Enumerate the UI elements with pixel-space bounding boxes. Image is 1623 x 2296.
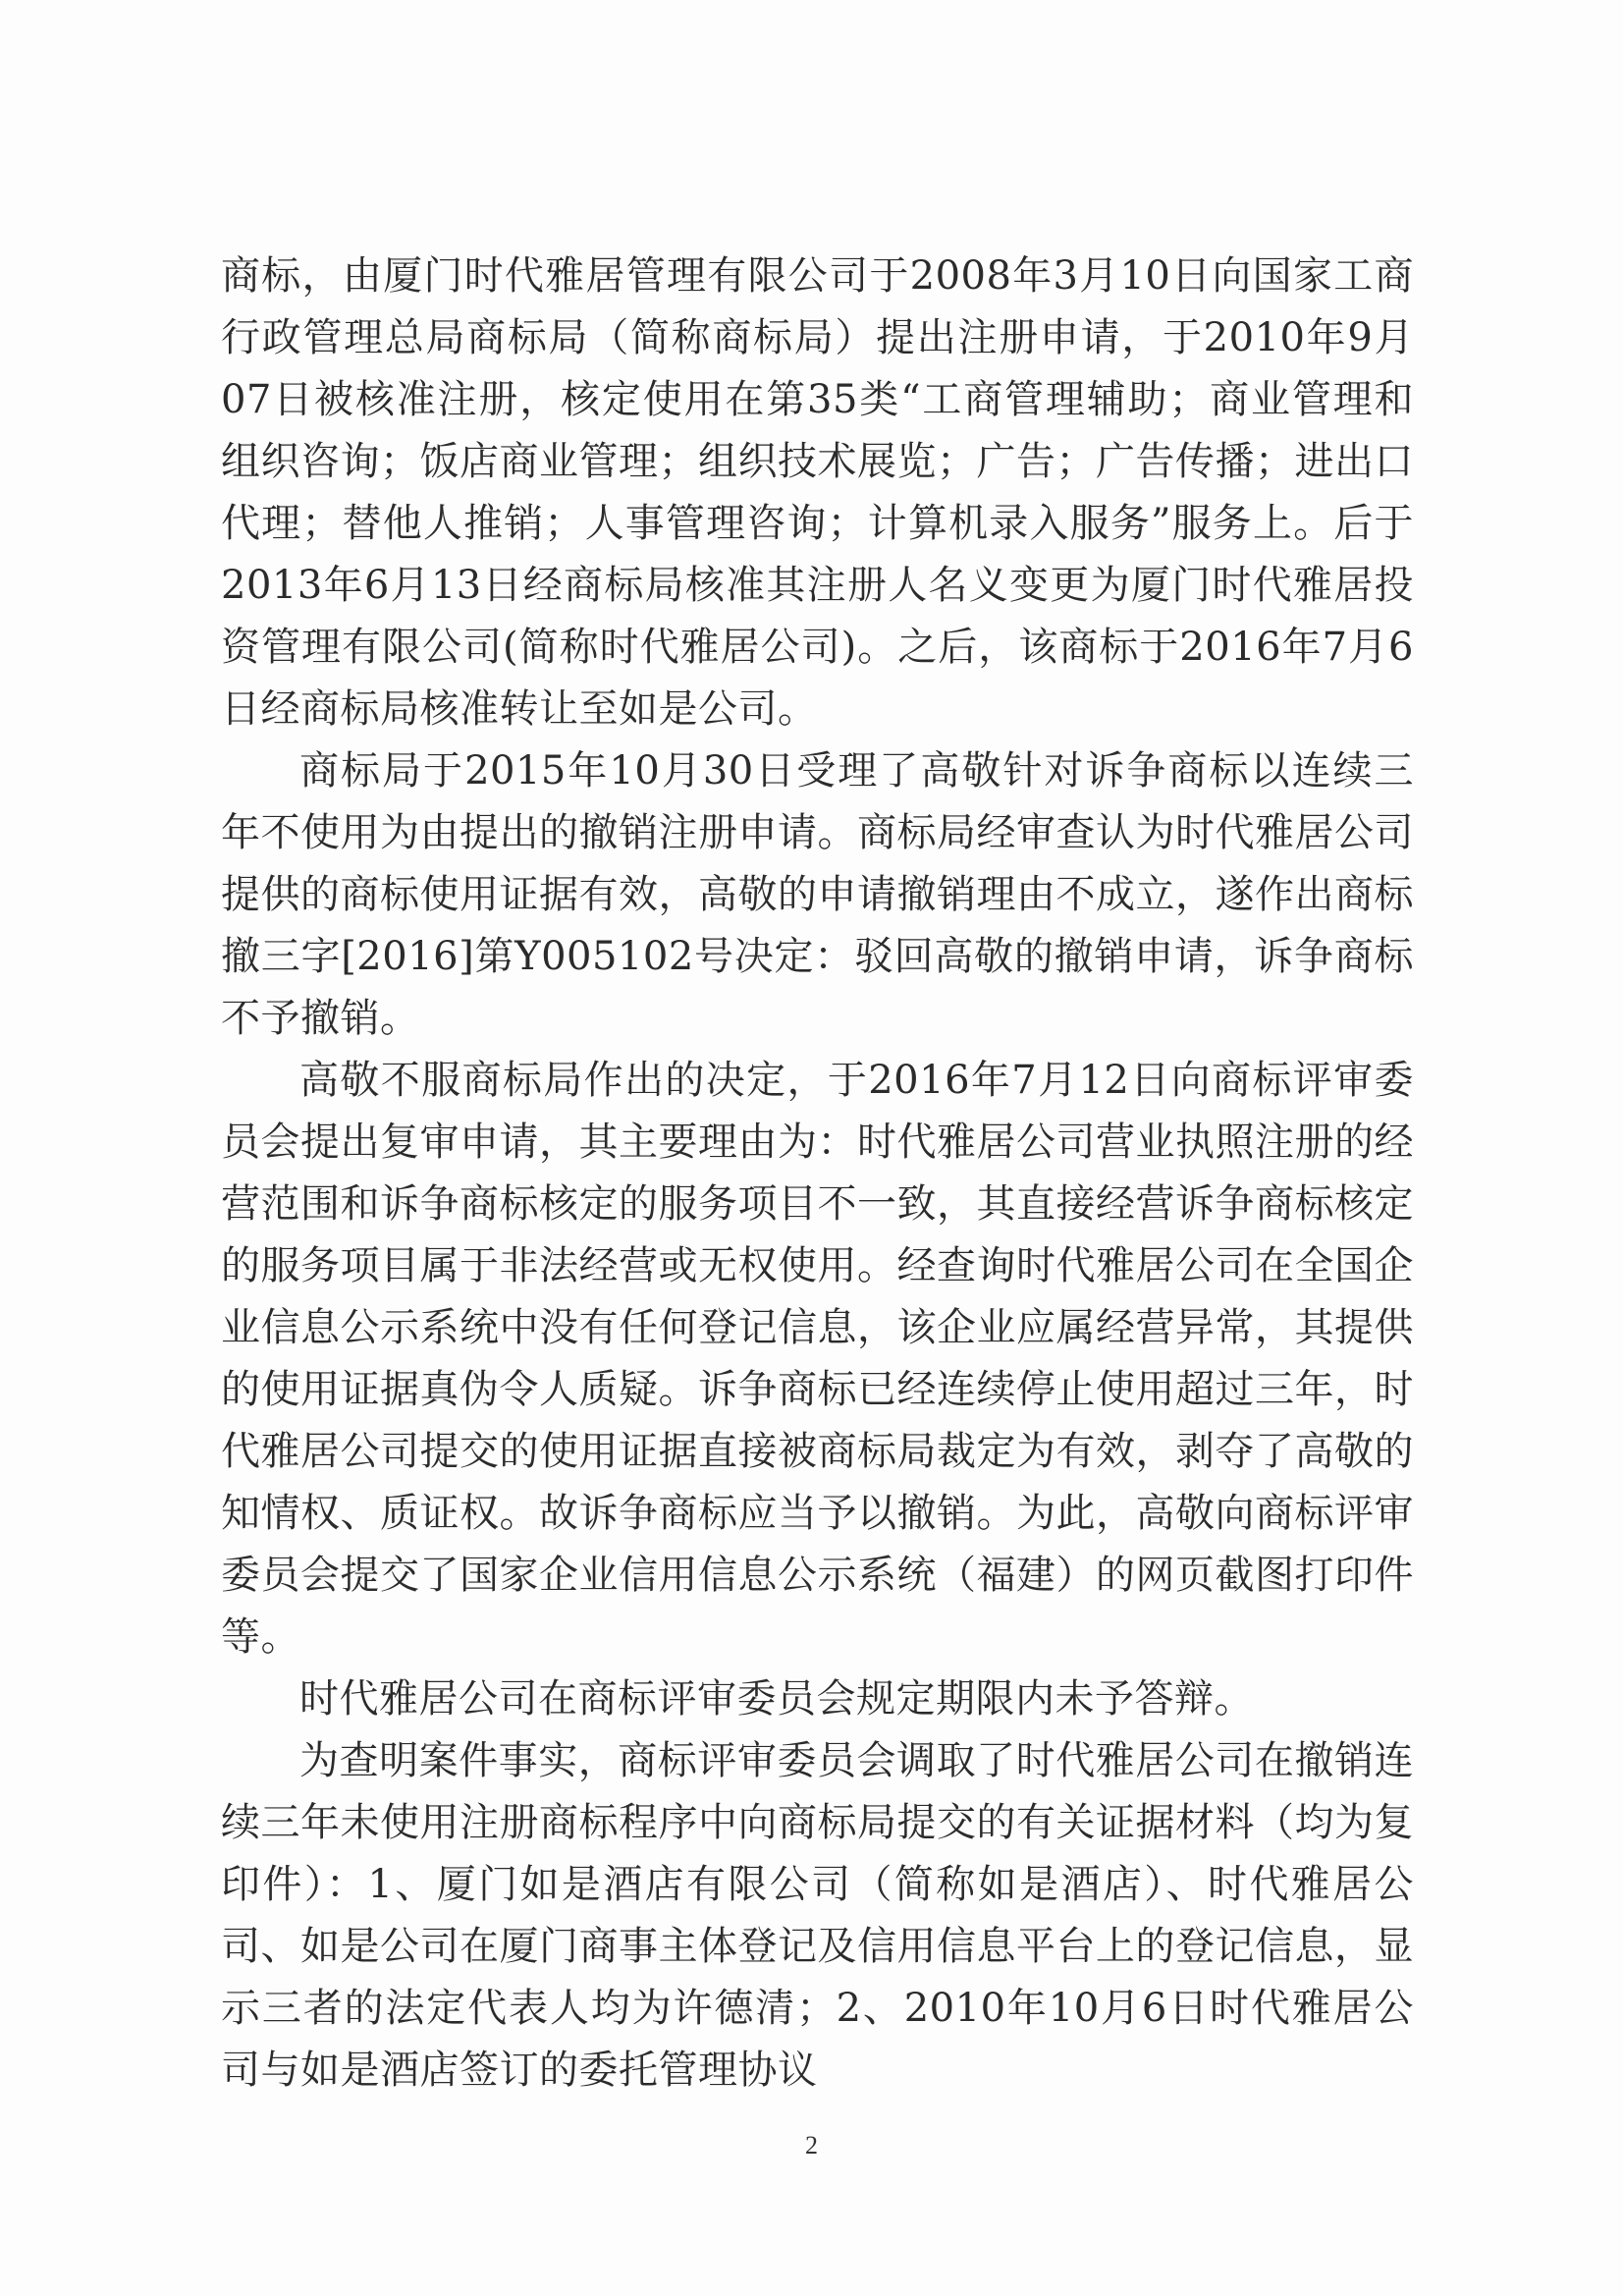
paragraph-evidence: 为查明案件事实，商标评审委员会调取了时代雅居公司在撤销连续三年未使用注册商标程序中向商标局提交的有关证据材料（均为复印件）：1、厦门如是酒店有限公司（简称如是酒店）、时代雅居公司、如是公司在厦门商事主体登记及信用信息平台上的登记信息，显示三者的法定代表人均为许德清；2、2010年10月6日时代雅居公司与如是酒店签订的委托管理协议 — [221, 1738, 1414, 2093]
paragraph-trademark-history: 商标，由厦门时代雅居管理有限公司于2008年3月10日向国家工商行政管理总局商标局（简称商标局）提出注册申请，于2010年9月07日被核准注册，核定使用在第35类“工商管理辅助；商业管理和组织咨询；饭店商业管理；组织技术展览；广告；广告传播；进出口代理；替他人推销；人事管理咨询；计算机录入服务”服务上。后于2013年6月13日经商标局核准其注册人名义变更为厦门时代雅居投资管理有限公司(简称时代雅居公司)。之后，该商标于2016年7月6日经商标局核准转让至如是公司。 — [221, 253, 1414, 732]
document-body — [221, 246, 1414, 2102]
paragraph-review-request: 高敬不服商标局作出的决定，于2016年7月12日向商标评审委员会提出复审申请，其主要理由为：时代雅居公司营业执照注册的经营范围和诉争商标核定的服务项目不一致，其直接经营诉争商标核定的服务项目属于非法经营或无权使用。经查询时代雅居公司在全国企业信息公示系统中没有任何登记信息，该企业应属经营异常，其提供的使用证据真伪令人质疑。诉争商标已经连续停止使用超过三年，时代雅居公司提交的使用证据直接被商标局裁定为有效，剥夺了高敬的知情权、质证权。故诉争商标应当予以撤销。为此，高敬向商标评审委员会提交了国家企业信用信息公示系统（福建）的网页截图打印件等。 — [221, 1058, 1414, 1660]
paragraph-revocation-application: 商标局于2015年10月30日受理了高敬针对诉争商标以连续三年不使用为由提出的撤销注册申请。商标局经审查认为时代雅居公司提供的商标使用证据有效，高敬的申请撤销理由不成立，遂作出商标撤三字[2016]第Y005102号决定：驳回高敬的撤销申请，诉争商标不予撤销。 — [221, 748, 1414, 1041]
paragraph-no-reply: 时代雅居公司在商标评审委员会规定期限内未予答辩。 — [299, 1676, 1254, 1722]
page-number: 2 — [805, 2131, 818, 2159]
